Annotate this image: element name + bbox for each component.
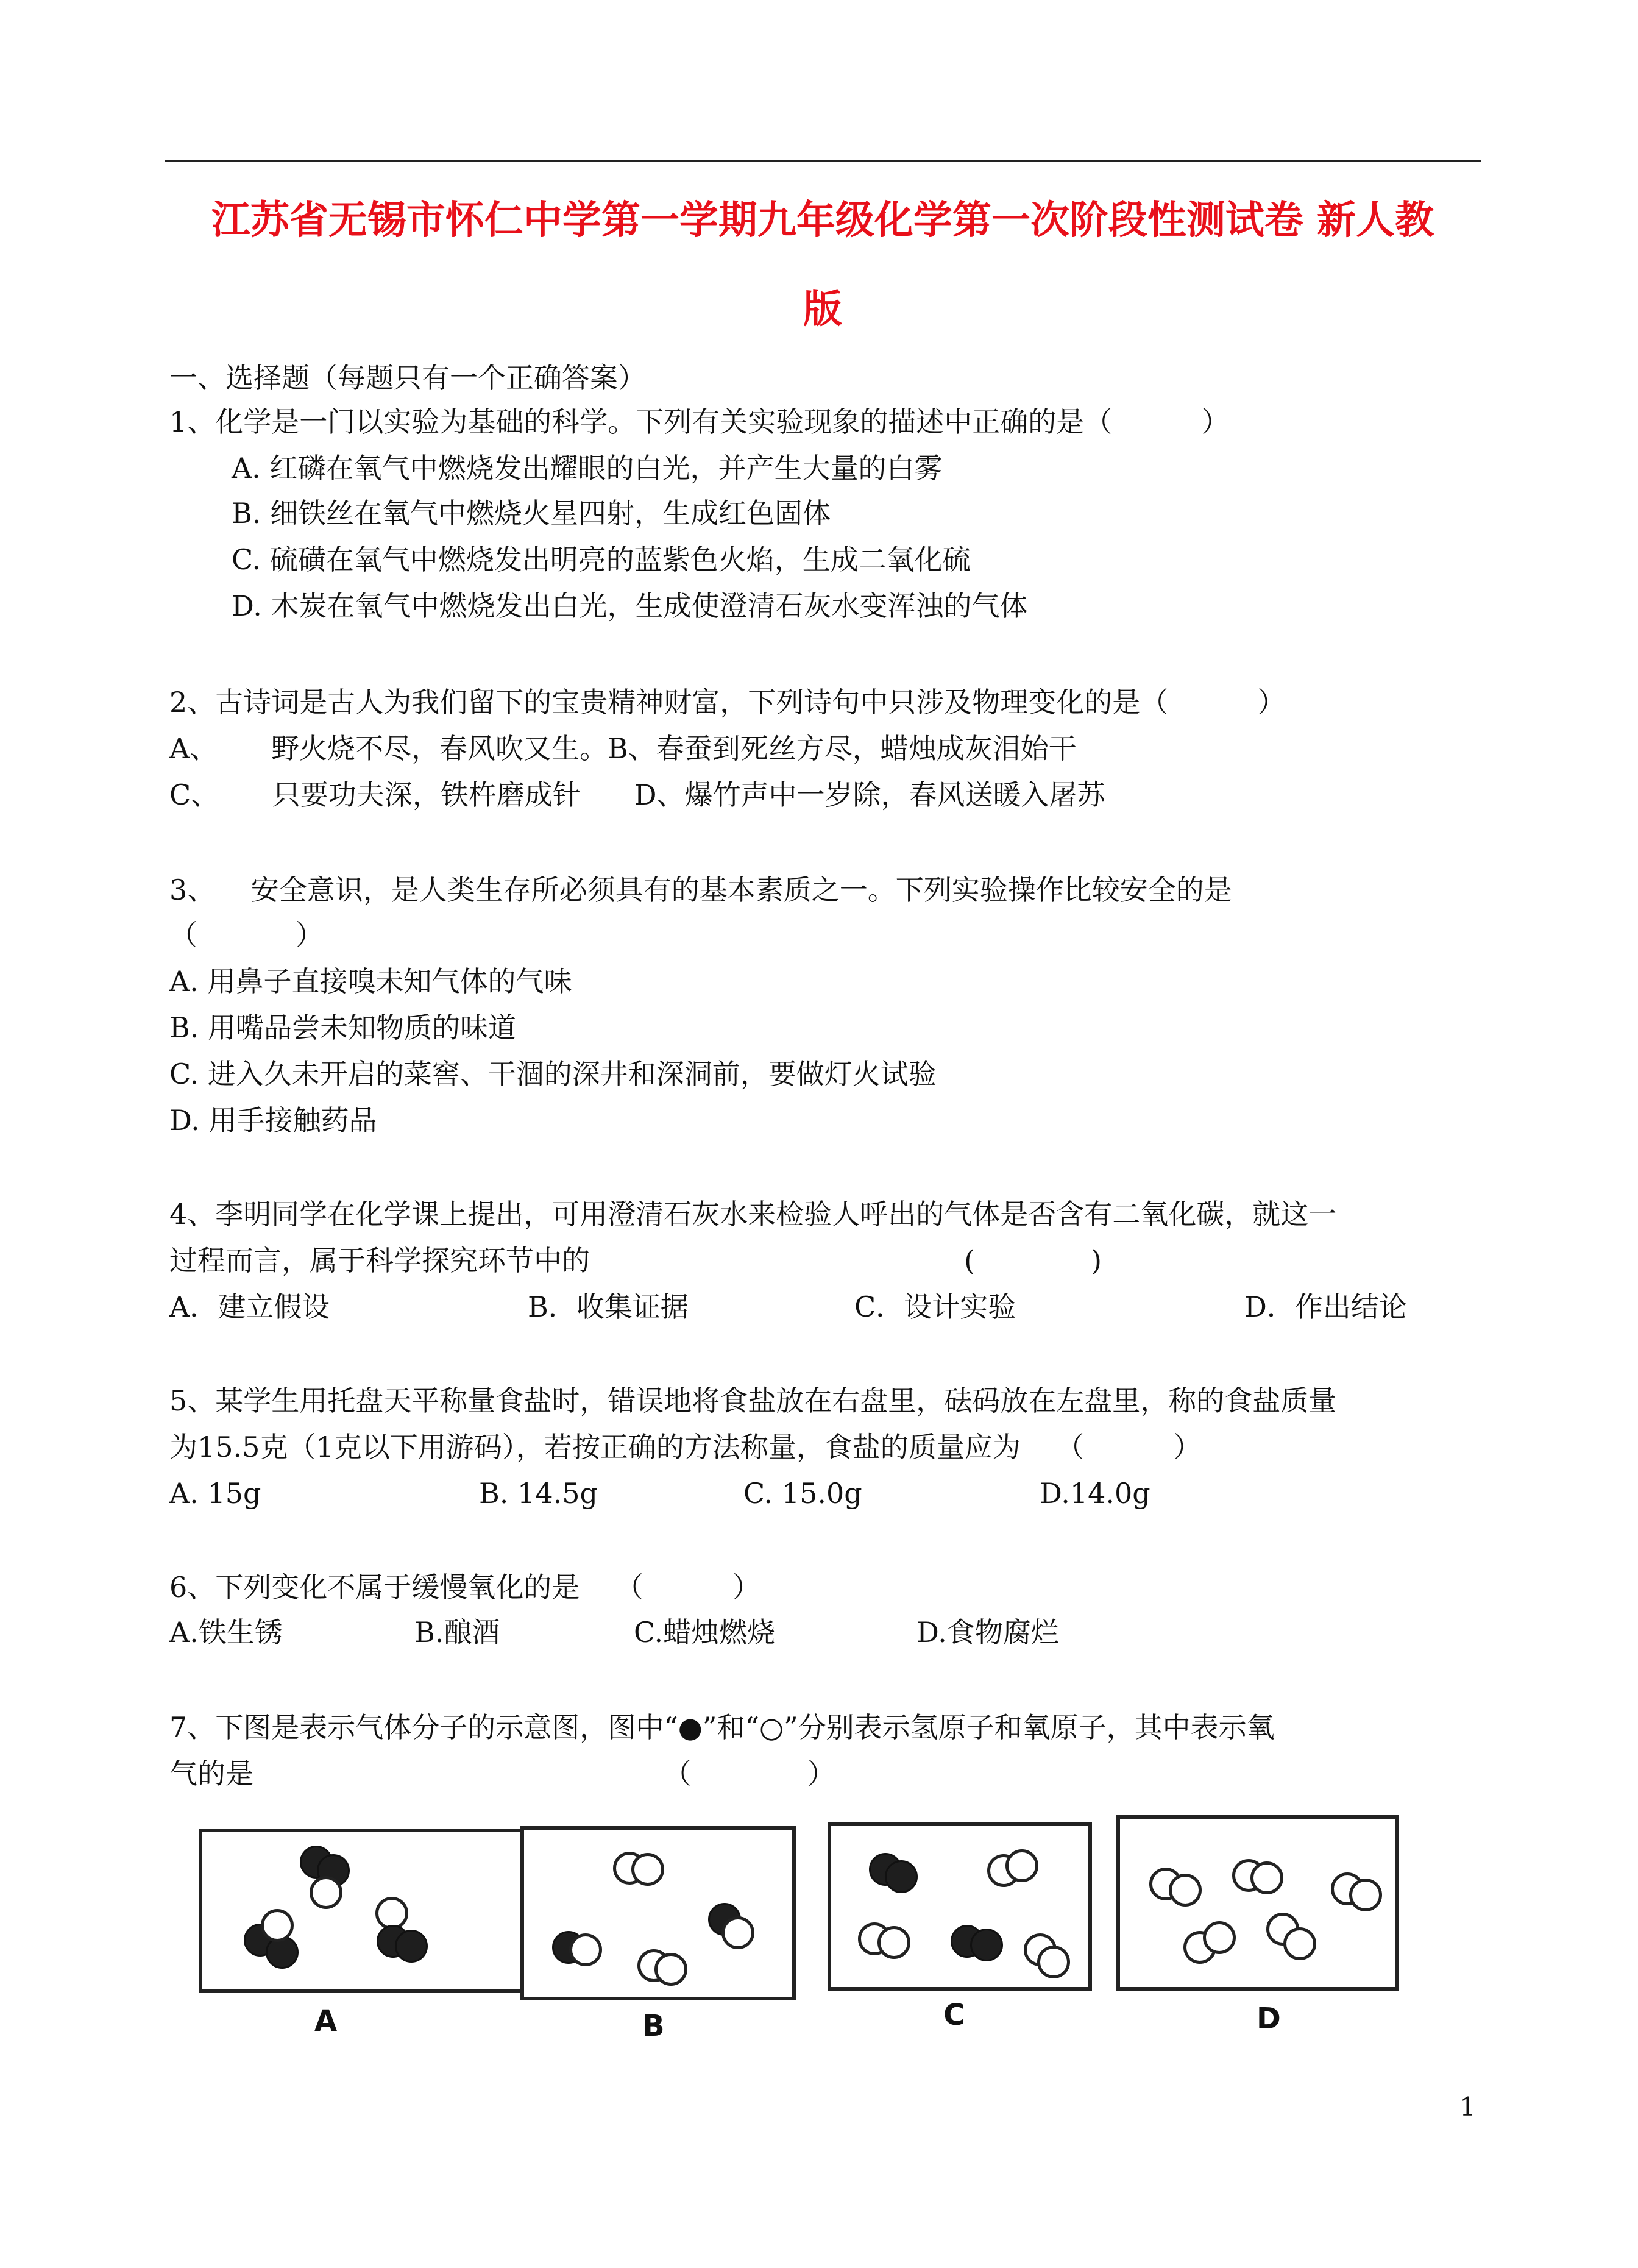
- q6-option-b: B.酿酒: [414, 1616, 500, 1649]
- q6-option-d: D.食物腐烂: [916, 1616, 1059, 1649]
- q7-stem-line1: 7、下图是表示气体分子的示意图，图中“●”和“○”分别表示氢原子和氧原子，其中表示氧: [169, 1711, 1275, 1744]
- figure-b-box: [520, 1826, 796, 2000]
- q3-option-c: C. 进入久未开启的菜窖、干涸的深井和深洞前，要做灯火试验: [169, 1058, 937, 1090]
- figure-b-label: B: [642, 2009, 665, 2043]
- oxygen-atom-icon: [569, 1933, 602, 1966]
- figure-a-box: [199, 1829, 547, 1993]
- page-title-line1: 江苏省无锡市怀仁中学第一学期九年级化学第一次阶段性测试卷 新人教: [211, 197, 1434, 243]
- q3-stem: 3、 安全意识，是人类生存所必须具有的基本素质之一。下列实验操作比较安全的是: [169, 873, 1232, 906]
- q3-option-b: B. 用嘴品尝未知物质的味道: [169, 1011, 517, 1044]
- q3-option-d: D. 用手接触药品: [169, 1104, 377, 1137]
- oxygen-atom-icon: [878, 1926, 910, 1959]
- oxygen-atom-icon: [261, 1909, 294, 1942]
- oxygen-atom-icon: [310, 1876, 342, 1909]
- page-title-line2: 版: [803, 286, 842, 332]
- hydrogen-atom-icon: [885, 1860, 918, 1893]
- q3-answer-paren: （ ）: [169, 919, 324, 951]
- q2-options-ab: A、 野火烧不尽，春风吹又生。B、春蚕到死丝方尽，蜡烛成灰泪始干: [169, 732, 1077, 765]
- oxygen-atom-icon: [1005, 1849, 1038, 1882]
- q5-stem-line1: 5、某学生用托盘天平称量食盐时，错误地将食盐放在右盘里，砝码放在左盘里，称的食盐质量: [169, 1384, 1337, 1417]
- page-number: 1: [1459, 2092, 1476, 2122]
- q1-option-d: D. 木炭在氧气中燃烧发出白光，生成使澄清石灰水变浑浊的气体: [232, 589, 1028, 622]
- q4-option-b: B．收集证据: [528, 1290, 689, 1323]
- oxygen-atom-icon: [631, 1853, 664, 1886]
- q7-stem-line2: 气的是 （ ）: [169, 1757, 835, 1790]
- section-heading: 一、选择题（每题只有一个正确答案）: [169, 361, 646, 394]
- q2-options-cd: C、 只要功夫深，铁杵磨成针 D、爆竹声中一岁除，春风送暖入屠苏: [169, 778, 1105, 811]
- hydrogen-atom-icon: [970, 1929, 1003, 1961]
- q4-option-d: D．作出结论: [1244, 1290, 1407, 1323]
- q5-option-a: A. 15g: [169, 1477, 261, 1510]
- q4-option-a: A．建立假设: [169, 1290, 330, 1323]
- q1-stem: 1、化学是一门以实验为基础的科学。下列有关实验现象的描述中正确的是（ ）: [169, 405, 1230, 438]
- header-rule: [165, 160, 1481, 162]
- q5-stem-line2: 为15.5克（1克以下用游码），若按正确的方法称量，食盐的质量应为 （ ）: [169, 1431, 1202, 1463]
- q1-option-c: C. 硫磺在氧气中燃烧发出明亮的蓝紫色火焰，生成二氧化硫: [232, 543, 971, 576]
- oxygen-atom-icon: [1349, 1879, 1382, 1911]
- oxygen-atom-icon: [722, 1916, 754, 1949]
- q6-option-c: C.蜡烛燃烧: [634, 1616, 776, 1649]
- q1-option-a: A. 红磷在氧气中燃烧发出耀眼的白光，并产生大量的白雾: [232, 452, 943, 485]
- q5-option-c: C. 15.0g: [743, 1477, 862, 1510]
- q5-option-d: D.14.0g: [1040, 1477, 1150, 1510]
- q6-stem: 6、下列变化不属于缓慢氧化的是 （ ）: [169, 1571, 760, 1604]
- q4-stem-line2: 过程而言，属于科学探究环节中的 ( ): [169, 1244, 1102, 1277]
- figure-c-box: [828, 1822, 1092, 1991]
- figure-c-label: C: [943, 1998, 965, 2032]
- q3-option-a: A. 用鼻子直接嗅未知气体的气味: [169, 965, 572, 998]
- oxygen-atom-icon: [654, 1953, 687, 1986]
- figure-d-box: [1116, 1815, 1399, 1991]
- hydrogen-atom-icon: [395, 1930, 428, 1963]
- oxygen-atom-icon: [1169, 1874, 1202, 1907]
- oxygen-atom-icon: [1250, 1861, 1283, 1894]
- q4-option-c: C．设计实验: [854, 1290, 1016, 1323]
- q1-option-b: B. 细铁丝在氧气中燃烧火星四射，生成红色固体: [232, 497, 831, 530]
- oxygen-atom-icon: [1037, 1946, 1070, 1978]
- figure-a-label: A: [314, 2004, 338, 2038]
- oxygen-atom-icon: [1203, 1921, 1236, 1954]
- oxygen-atom-icon: [1283, 1927, 1316, 1960]
- figure-d-label: D: [1257, 2002, 1281, 2036]
- q2-stem: 2、古诗词是古人为我们留下的宝贵精神财富，下列诗句中只涉及物理变化的是（ ）: [169, 686, 1286, 719]
- q5-option-b: B. 14.5g: [479, 1477, 598, 1510]
- q4-stem-line1: 4、李明同学在化学课上提出，可用澄清石灰水来检验人呼出的气体是否含有二氧化碳，就这一: [169, 1198, 1337, 1231]
- q6-option-a: A.铁生锈: [169, 1616, 283, 1649]
